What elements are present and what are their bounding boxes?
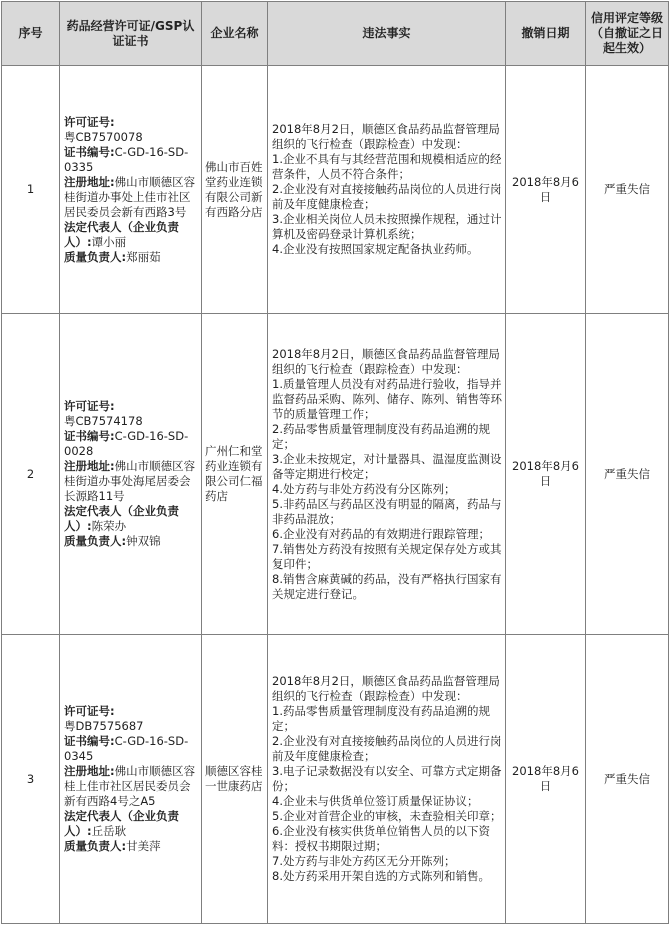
- license-no: 粤DB7575687: [64, 719, 144, 733]
- violation-facts: [268, 635, 506, 924]
- header-violation: 违法事实: [268, 2, 506, 66]
- company-name: 广州仁和堂药业连锁有限公司仁福药店: [202, 314, 268, 635]
- company-name: 佛山市百姓堂药业连锁有限公司新有西路分店: [202, 66, 268, 314]
- address: 佛山市顺德区容桂上佳市社区居民委员会新有西路4号之A5: [64, 764, 196, 808]
- violation-item: 5.非药品区与药品区没有明显的隔离，药品与非药品混放；: [272, 496, 502, 526]
- revoke-date: 2018年8月6日: [506, 635, 586, 924]
- legal-rep: 谭小丽: [91, 234, 127, 249]
- credit-rating: 严重失信: [586, 314, 669, 635]
- violation-item: 1.企业不具有与其经营范围和规模相适应的经营条件，人员不符合条件；: [272, 152, 502, 181]
- quality-head: 甘美萍: [126, 839, 161, 853]
- violation-item: 2.企业没有对直接接触药品岗位的人员进行岗前及年度健康检查；: [272, 182, 502, 211]
- quality-head: 郑丽茹: [126, 249, 161, 264]
- violation-item: 1.质量管理人员没有对药品进行验收，指导并监督药品采购、陈列、储存、陈列、销售等环节的质量管理工作；: [272, 376, 502, 421]
- violation-item: 2018年8月2日，顺德区食品药品监督管理局组织的飞行检查（跟踪检查）中发现：: [272, 674, 500, 703]
- header-rating: 信用评定等级（自撤证之日起生效）: [586, 2, 669, 66]
- license-no: 粤CB7570078: [64, 129, 143, 144]
- company-name: 顺德区容桂一世康药店: [202, 635, 268, 924]
- row-index: 3: [2, 635, 60, 924]
- violation-item: 2018年8月2日，顺德区食品药品监督管理局组织的飞行检查（跟踪检查）中发现：: [272, 122, 500, 151]
- violation-item: 2.企业没有对直接接触药品岗位的人员进行岗前及年度健康检查；: [272, 734, 502, 763]
- violation-item: 3.企业相关岗位人员未按照操作规程，通过计算机及密码登录计算机系统；: [272, 212, 502, 241]
- violation-item: 6.企业没有对药品的有效期进行跟踪管理；: [272, 526, 490, 541]
- address-label: 注册地址:: [64, 764, 115, 778]
- violation-facts: [268, 314, 506, 635]
- legal-rep: 丘岳耿: [91, 824, 127, 838]
- header-row: [2, 2, 669, 66]
- violation-item: 8.销售含麻黄碱的药品，没有严格执行国家有关规定进行登记。: [272, 571, 502, 601]
- license-no-label: 许可证号:: [64, 399, 115, 413]
- violation-item: 4.企业未与供货单位签订质量保证协议；: [272, 794, 479, 808]
- legal-label: 法定代表人（企业负责人）:: [64, 504, 179, 533]
- address: 佛山市顺德区容桂街道办事处海尾居委会长源路11号: [64, 459, 196, 503]
- legal-label: 法定代表人（企业负责人）:: [64, 219, 179, 249]
- header-index: 序号: [2, 2, 60, 66]
- quality-head: 钟双锦: [126, 534, 161, 548]
- violation-item: 4.处方药与非处方药没有分区陈列；: [272, 481, 456, 496]
- cert-no: C-GD-16-SD-0345: [64, 734, 189, 763]
- violation-item: 2.药品零售质量管理制度没有药品追溯的规定；: [272, 421, 490, 451]
- violation-item: 6.企业没有核实供货单位销售人员的以下资料：授权书期限过期；: [272, 824, 490, 853]
- violation-item: 7.处方药与非处方药区无分开陈列；: [272, 854, 456, 868]
- violation-item: 8.处方药采用开架自选的方式陈列和销售。: [272, 869, 490, 883]
- quality-label: 质量负责人:: [64, 534, 127, 548]
- cert-no: C-GD-16-SD-0335: [64, 144, 189, 174]
- table-row: [2, 314, 669, 635]
- violation-item: 3.电子记录数据没有以安全、可靠方式定期备份；: [272, 764, 502, 793]
- cert-label: 证书编号:: [64, 429, 115, 443]
- credit-rating: 严重失信: [586, 66, 669, 314]
- header-license: 药品经营许可证/GSP认证证书: [60, 2, 202, 66]
- cert-no: C-GD-16-SD-0028: [64, 429, 189, 458]
- violation-item: 4.企业没有按照国家规定配备执业药师。: [272, 242, 479, 256]
- license-no-label: 许可证号:: [64, 114, 115, 129]
- revoke-date: 2018年8月6日: [506, 314, 586, 635]
- violation-item: 5.企业对首营企业的审核，未查验相关印章；: [272, 809, 502, 823]
- violation-item: 7.销售处方药没有按照有关规定保存处方或其复印件；: [272, 541, 502, 571]
- table-row: [2, 66, 669, 314]
- cert-label: 证书编号:: [64, 734, 115, 748]
- violation-table: [1, 1, 669, 924]
- quality-label: 质量负责人:: [64, 249, 127, 264]
- violation-facts: [268, 66, 506, 314]
- license-info: [60, 66, 202, 314]
- address-label: 注册地址:: [64, 174, 115, 189]
- license-no: 粤CB7574178: [64, 414, 143, 428]
- legal-rep: 陈荣办: [91, 519, 127, 533]
- address-label: 注册地址:: [64, 459, 115, 473]
- violation-item: 2018年8月2日，顺德区食品药品监督管理局组织的飞行检查（跟踪检查）中发现：: [272, 346, 500, 376]
- license-info: [60, 635, 202, 924]
- quality-label: 质量负责人:: [64, 839, 127, 853]
- violation-item: 3.企业未按规定，对计量器具、温湿度监测设备等定期进行校定；: [272, 451, 502, 481]
- license-no-label: 许可证号:: [64, 704, 115, 718]
- table-row: [2, 635, 669, 924]
- header-revoke-date: 撤销日期: [506, 2, 586, 66]
- license-info: [60, 314, 202, 635]
- credit-rating: 严重失信: [586, 635, 669, 924]
- legal-label: 法定代表人（企业负责人）:: [64, 809, 179, 838]
- revoke-date: 2018年8月6日: [506, 66, 586, 314]
- header-company: 企业名称: [202, 2, 268, 66]
- cert-label: 证书编号:: [64, 144, 115, 159]
- violation-item: 1.药品零售质量管理制度没有药品追溯的规定；: [272, 704, 490, 733]
- address: 佛山市顺德区容桂街道办事处上佳市社区居民委员会新有西路3号: [64, 174, 196, 219]
- row-index: 1: [2, 66, 60, 314]
- row-index: 2: [2, 314, 60, 635]
